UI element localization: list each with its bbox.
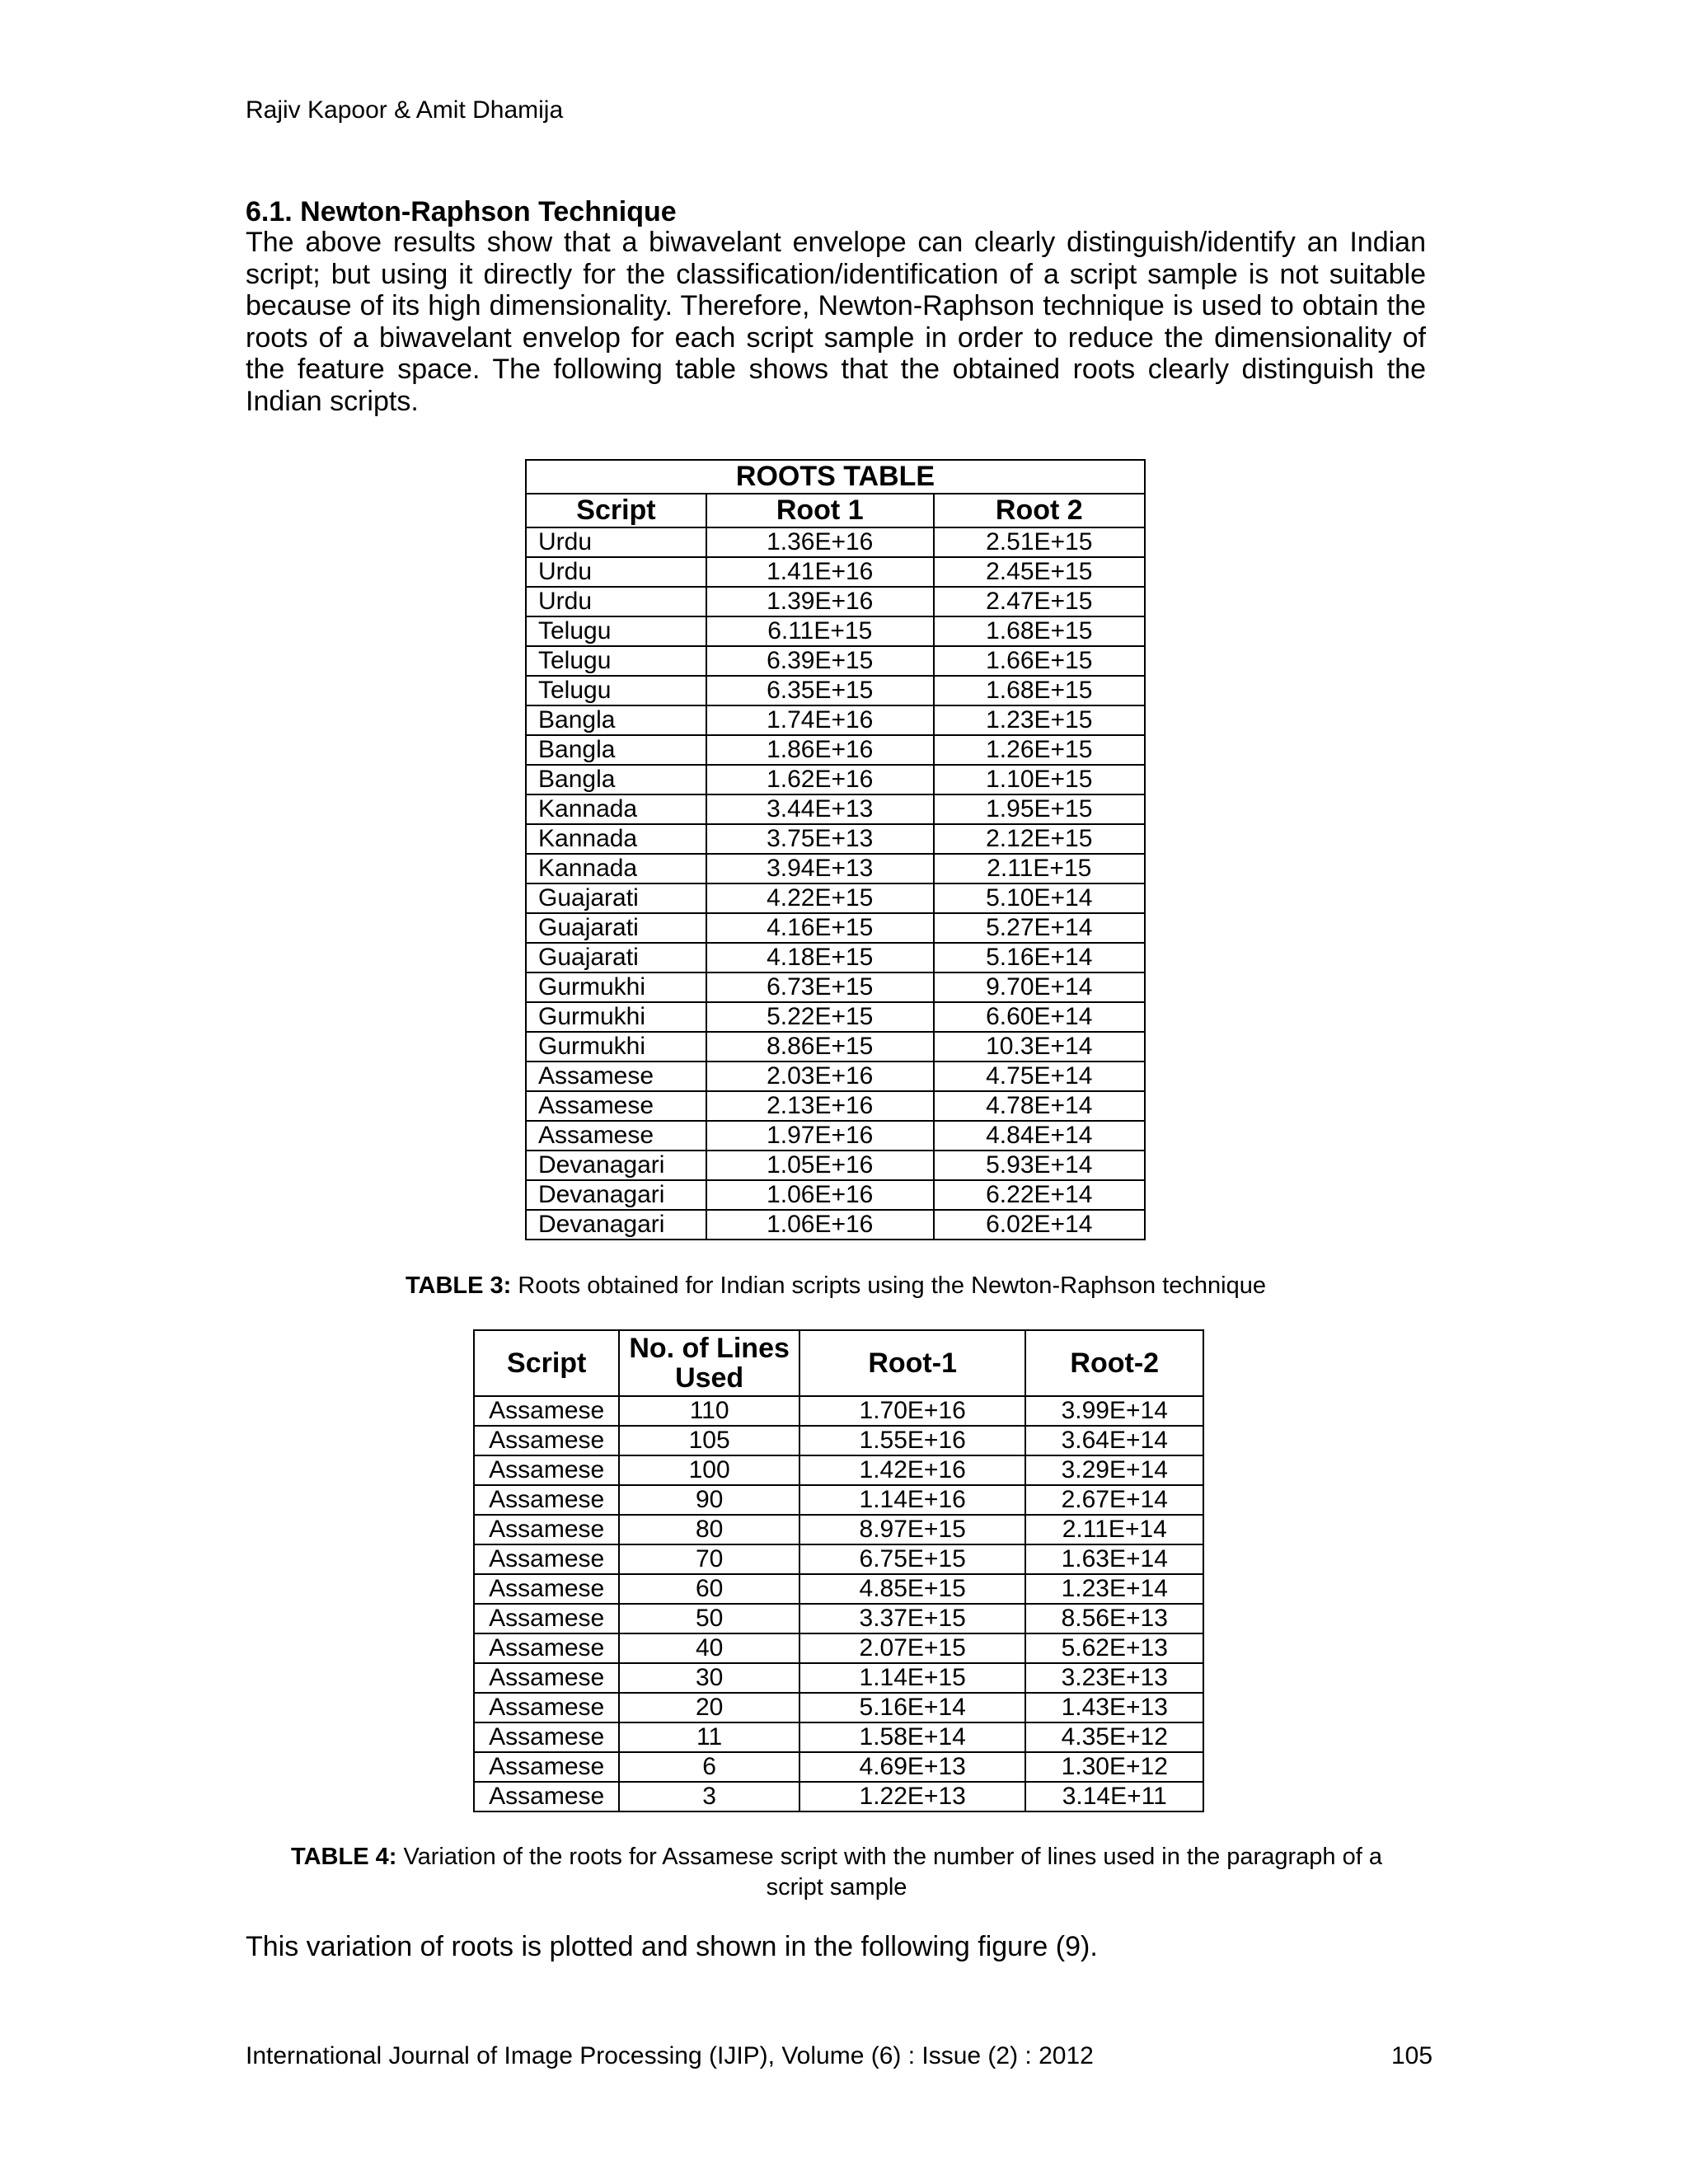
variation-table	[473, 1329, 1204, 1812]
roots-table	[525, 459, 1146, 1240]
table-cell: 5.10E+14	[934, 883, 1145, 913]
table-cell: Assamese	[474, 1663, 619, 1693]
table-cell: 2.67E+14	[1025, 1485, 1203, 1515]
table-cell: 8.97E+15	[799, 1515, 1026, 1544]
table-cell: 4.85E+15	[799, 1574, 1026, 1604]
table-cell: Devanagari	[526, 1180, 706, 1210]
table-row	[526, 883, 1145, 913]
table-cell: 6.60E+14	[934, 1002, 1145, 1032]
table-row	[474, 1544, 1203, 1574]
table-cell: 70	[619, 1544, 799, 1574]
column-header: Root-2	[1025, 1330, 1203, 1396]
table-cell: 80	[619, 1515, 799, 1544]
table-cell: 20	[619, 1693, 799, 1722]
table-cell: 1.10E+15	[934, 765, 1145, 794]
table-cell: 2.03E+16	[706, 1062, 934, 1091]
table-cell: 6.73E+15	[706, 972, 934, 1002]
table-cell: 11	[619, 1722, 799, 1752]
column-header: Script	[474, 1330, 619, 1396]
table-cell: 3.94E+13	[706, 854, 934, 883]
table-cell: Telugu	[526, 676, 706, 705]
table-row	[474, 1604, 1203, 1633]
table-cell: 1.30E+12	[1025, 1752, 1203, 1782]
table-cell: 4.35E+12	[1025, 1722, 1203, 1752]
table-cell: Assamese	[474, 1722, 619, 1752]
table-cell: 2.51E+15	[934, 527, 1145, 557]
table-cell: 110	[619, 1396, 799, 1426]
table-cell: 6.11E+15	[706, 616, 934, 646]
table-row	[526, 794, 1145, 824]
table-cell: 5.22E+15	[706, 1002, 934, 1032]
running-header-authors: Rajiv Kapoor & Amit Dhamija	[246, 96, 564, 124]
table-cell: 1.43E+13	[1025, 1693, 1203, 1722]
table-row	[526, 824, 1145, 854]
table-cell: Assamese	[474, 1455, 619, 1485]
table-3-caption-text: Roots obtained for Indian scripts using the Newton-Raphson technique	[511, 1272, 1267, 1299]
footer-page-number: 105	[1391, 2042, 1433, 2069]
table-cell: 105	[619, 1426, 799, 1455]
table-row	[474, 1752, 1203, 1782]
table-cell: Gurmukhi	[526, 972, 706, 1002]
table-cell: 1.74E+16	[706, 705, 934, 735]
table-cell: Assamese	[526, 1091, 706, 1121]
table-cell: 4.16E+15	[706, 913, 934, 943]
table-cell: 3.75E+13	[706, 824, 934, 854]
column-header: Script	[526, 494, 706, 527]
table-cell: Assamese	[474, 1544, 619, 1574]
closing-sentence: This variation of roots is plotted and shown in the following figure (9).	[246, 1931, 1098, 1962]
table-cell: Kannada	[526, 824, 706, 854]
table-cell: 1.97E+16	[706, 1121, 934, 1151]
table-cell: 1.36E+16	[706, 527, 934, 557]
table-row	[526, 616, 1145, 646]
table-cell: 6.35E+15	[706, 676, 934, 705]
table-cell: 10.3E+14	[934, 1032, 1145, 1062]
table-cell: Gurmukhi	[526, 1032, 706, 1062]
table-cell: 3.44E+13	[706, 794, 934, 824]
table-cell: 4.69E+13	[799, 1752, 1026, 1782]
column-header: Root 2	[934, 494, 1145, 527]
table-row	[526, 676, 1145, 705]
table-cell: Assamese	[474, 1485, 619, 1515]
table-row	[474, 1574, 1203, 1604]
table-cell: Urdu	[526, 527, 706, 557]
table-cell: 1.42E+16	[799, 1455, 1026, 1485]
table-cell: 1.14E+15	[799, 1663, 1026, 1693]
table-cell: 1.70E+16	[799, 1396, 1026, 1426]
table-cell: 8.56E+13	[1025, 1604, 1203, 1633]
table-row	[526, 527, 1145, 557]
table-row	[526, 735, 1145, 765]
table-3-caption	[246, 1271, 1426, 1301]
table-row	[474, 1515, 1203, 1544]
table-row	[526, 646, 1145, 676]
table-cell: Kannada	[526, 794, 706, 824]
table-4-caption-text: Variation of the roots for Assamese script with the number of lines used in the paragraph of a script sample	[396, 1844, 1382, 1900]
table-cell: 3	[619, 1782, 799, 1811]
table-cell: 3.29E+14	[1025, 1455, 1203, 1485]
table-row	[474, 1782, 1203, 1811]
table-cell: 3.37E+15	[799, 1604, 1026, 1633]
table-cell: Assamese	[474, 1604, 619, 1633]
table-cell: Devanagari	[526, 1210, 706, 1240]
table-cell: 1.26E+15	[934, 735, 1145, 765]
table-cell: 1.14E+16	[799, 1485, 1026, 1515]
table-row	[526, 943, 1145, 972]
table-cell: Assamese	[474, 1752, 619, 1782]
table-row	[474, 1396, 1203, 1426]
table-row	[474, 1455, 1203, 1485]
table-cell: Bangla	[526, 705, 706, 735]
table-cell: 50	[619, 1604, 799, 1633]
table-cell: 4.18E+15	[706, 943, 934, 972]
table-cell: 1.66E+15	[934, 646, 1145, 676]
table-cell: 5.27E+14	[934, 913, 1145, 943]
table-cell: 1.41E+16	[706, 557, 934, 587]
table-cell: Telugu	[526, 616, 706, 646]
table-cell: 6.22E+14	[934, 1180, 1145, 1210]
table-3-label: TABLE 3:	[405, 1272, 512, 1299]
table-cell: Guajarati	[526, 943, 706, 972]
table-cell: 2.12E+15	[934, 824, 1145, 854]
table-row	[526, 765, 1145, 794]
table-cell: Gurmukhi	[526, 1002, 706, 1032]
table-cell: 1.23E+14	[1025, 1574, 1203, 1604]
table-row	[526, 557, 1145, 587]
column-header: Root 1	[706, 494, 934, 527]
table-cell: 3.14E+11	[1025, 1782, 1203, 1811]
table-cell: Bangla	[526, 735, 706, 765]
table-row	[526, 1002, 1145, 1032]
table-row	[474, 1426, 1203, 1455]
table-row	[526, 1151, 1145, 1180]
table-row	[526, 1032, 1145, 1062]
table-row	[526, 854, 1145, 883]
table-cell: Assamese	[474, 1396, 619, 1426]
table-cell: Assamese	[474, 1515, 619, 1544]
section-heading: 6.1. Newton-Raphson Technique	[246, 196, 677, 227]
table-row	[474, 1693, 1203, 1722]
table-row	[474, 1633, 1203, 1663]
table-cell: 1.68E+15	[934, 676, 1145, 705]
table-cell: Devanagari	[526, 1151, 706, 1180]
table-cell: 1.23E+15	[934, 705, 1145, 735]
table-cell: 5.62E+13	[1025, 1633, 1203, 1663]
body-paragraph: The above results show that a biwavelant envelope can clearly distinguish/identify an Indian script; but using it directly for the classification/identification of a script sample is not suitable because of its high dimensionality. Therefore, Newton-Raphson technique is used to obtain the roots of a biwavelant envelop for each script sample in order to reduce the dimensionality of the feature space. The following table shows that the obtained roots clearly distinguish the Indian scripts.	[246, 227, 1426, 417]
table-cell: Urdu	[526, 587, 706, 616]
table-cell: 1.06E+16	[706, 1210, 934, 1240]
table-cell: 4.75E+14	[934, 1062, 1145, 1091]
table-cell: 2.13E+16	[706, 1091, 934, 1121]
table-cell: 1.95E+15	[934, 794, 1145, 824]
table-cell: 2.11E+14	[1025, 1515, 1203, 1544]
table-row	[526, 705, 1145, 735]
table-cell: 1.39E+16	[706, 587, 934, 616]
table-cell: 3.64E+14	[1025, 1426, 1203, 1455]
table-cell: Assamese	[474, 1693, 619, 1722]
footer-journal: International Journal of Image Processing (IJIP), Volume (6) : Issue (2) : 2012	[246, 2042, 1094, 2069]
table-cell: Guajarati	[526, 883, 706, 913]
table-row	[526, 1180, 1145, 1210]
table-cell: 1.55E+16	[799, 1426, 1026, 1455]
table-cell: 5.16E+14	[799, 1693, 1026, 1722]
table-cell: Assamese	[526, 1121, 706, 1151]
table-row	[474, 1663, 1203, 1693]
table-cell: 1.68E+15	[934, 616, 1145, 646]
table-cell: 6.39E+15	[706, 646, 934, 676]
table-cell: 1.58E+14	[799, 1722, 1026, 1752]
table-cell: 1.63E+14	[1025, 1544, 1203, 1574]
table-row	[526, 587, 1145, 616]
table-cell: 1.22E+13	[799, 1782, 1026, 1811]
table-row	[526, 1121, 1145, 1151]
table-cell: 100	[619, 1455, 799, 1485]
table-row	[474, 1722, 1203, 1752]
table-cell: 3.99E+14	[1025, 1396, 1203, 1426]
table-cell: 40	[619, 1633, 799, 1663]
table-cell: 5.16E+14	[934, 943, 1145, 972]
table-cell: 60	[619, 1574, 799, 1604]
table-row	[526, 913, 1145, 943]
table-cell: 2.11E+15	[934, 854, 1145, 883]
table-cell: 1.05E+16	[706, 1151, 934, 1180]
table-cell: 6.02E+14	[934, 1210, 1145, 1240]
table-row	[526, 1062, 1145, 1091]
table-cell: 8.86E+15	[706, 1032, 934, 1062]
table-cell: Assamese	[474, 1633, 619, 1663]
table-cell: 4.84E+14	[934, 1121, 1145, 1151]
column-header: Root-1	[799, 1330, 1026, 1396]
table-cell: 5.93E+14	[934, 1151, 1145, 1180]
table-cell: 2.45E+15	[934, 557, 1145, 587]
table-row	[474, 1485, 1203, 1515]
table-cell: Guajarati	[526, 913, 706, 943]
table-cell: Urdu	[526, 557, 706, 587]
table-cell: Kannada	[526, 854, 706, 883]
table-cell: Telugu	[526, 646, 706, 676]
table-cell: 2.07E+15	[799, 1633, 1026, 1663]
table-cell: 90	[619, 1485, 799, 1515]
roots-table-title: ROOTS TABLE	[526, 460, 1145, 494]
table-cell: Assamese	[474, 1426, 619, 1455]
table-row	[526, 1210, 1145, 1240]
table-row	[526, 972, 1145, 1002]
table-4-caption	[272, 1842, 1401, 1903]
table-row	[526, 1091, 1145, 1121]
table-cell: 9.70E+14	[934, 972, 1145, 1002]
table-4-label: TABLE 4:	[291, 1844, 397, 1870]
table-cell: Assamese	[526, 1062, 706, 1091]
table-cell: 6.75E+15	[799, 1544, 1026, 1574]
table-cell: 1.86E+16	[706, 735, 934, 765]
table-cell: Assamese	[474, 1782, 619, 1811]
table-cell: 6	[619, 1752, 799, 1782]
table-cell: 2.47E+15	[934, 587, 1145, 616]
column-header: No. of Lines Used	[619, 1330, 799, 1396]
table-cell: 4.22E+15	[706, 883, 934, 913]
table-cell: 30	[619, 1663, 799, 1693]
table-cell: 4.78E+14	[934, 1091, 1145, 1121]
table-cell: 1.62E+16	[706, 765, 934, 794]
table-cell: Bangla	[526, 765, 706, 794]
table-cell: 3.23E+13	[1025, 1663, 1203, 1693]
table-cell: Assamese	[474, 1574, 619, 1604]
table-cell: 1.06E+16	[706, 1180, 934, 1210]
